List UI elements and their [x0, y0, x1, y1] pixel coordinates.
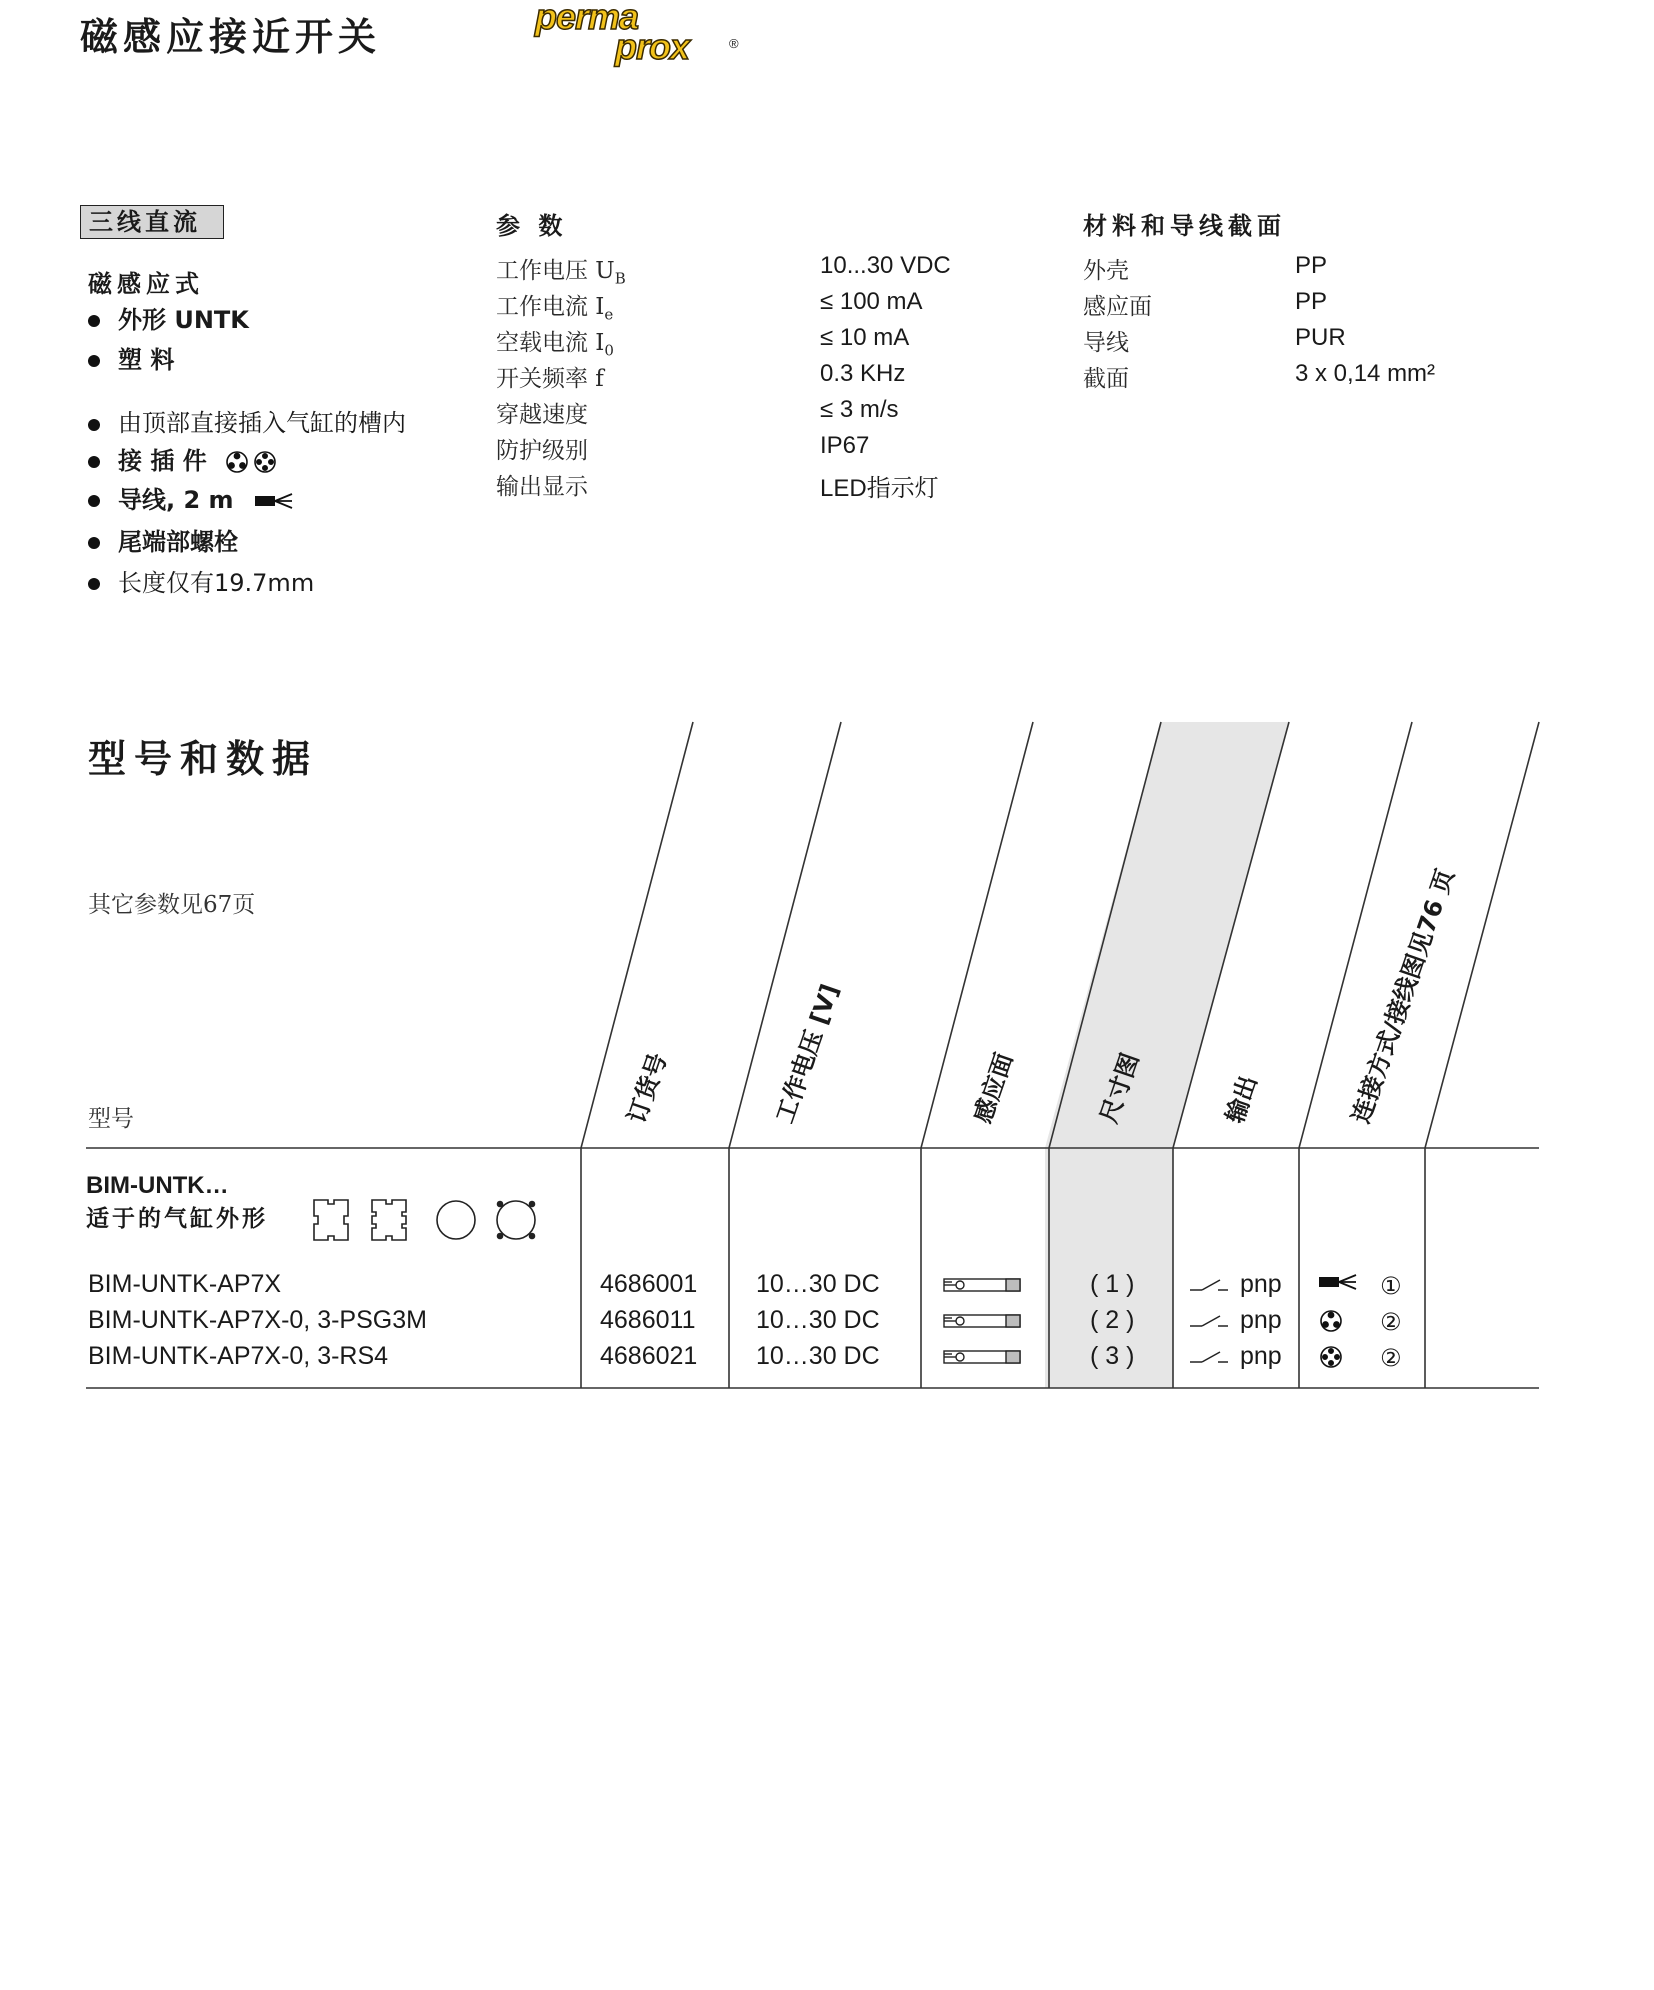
header-output: 输出	[1220, 1072, 1263, 1127]
dimension-ref: ( 2 )	[1090, 1306, 1135, 1334]
section-title: 型号和数据	[88, 737, 319, 781]
group-subtitle: 适于的气缸外形	[86, 1206, 268, 1232]
output-type: pnp	[1240, 1270, 1282, 1298]
m8-connector-icon	[1318, 1308, 1344, 1338]
material-value: 3 x 0,14 mm²	[1295, 360, 1436, 387]
sensor-face-icon	[940, 1310, 1024, 1334]
header-connection: 连接方式/接线图见76 页	[1346, 865, 1460, 1127]
mode-title: 磁感应式	[88, 270, 204, 298]
group-title: BIM-UNTK…	[86, 1172, 229, 1199]
order-number: 4686011	[600, 1306, 696, 1334]
dimension-ref: ( 1 )	[1090, 1270, 1135, 1298]
operating-voltage: 10…30 DC	[756, 1270, 880, 1298]
material-label: 外壳	[1083, 258, 1129, 284]
param-value: ≤ 10 mA	[820, 324, 910, 351]
param-value: 0.3 KHz	[820, 360, 906, 387]
param-label: 工作电流 $I_e$	[496, 294, 614, 324]
material-value: PP	[1295, 288, 1328, 315]
materials-title: 材料和导线截面	[1083, 212, 1286, 240]
param-label: 空载电流 $I_0$	[496, 330, 614, 360]
order-number: 4686001	[600, 1270, 698, 1298]
param-value: ≤ 3 m/s	[820, 396, 899, 423]
params-title: 参 数	[496, 212, 568, 240]
wiring-diagram-ref: ②	[1380, 1344, 1402, 1372]
logo-top: perma	[535, 0, 639, 37]
header-sensing-face: 感应面	[968, 1049, 1019, 1127]
param-value: IP67	[820, 432, 870, 459]
header-order-no: 订货号	[622, 1049, 673, 1127]
param-label: 防护级别	[496, 438, 588, 464]
no-switch-icon	[1188, 1348, 1230, 1372]
header-dimension: 尺寸图	[1094, 1049, 1145, 1127]
profile-t-slot-icon	[314, 1200, 348, 1240]
param-label: 穿越速度	[496, 402, 588, 428]
operating-voltage: 10…30 DC	[756, 1342, 880, 1370]
profile-round-icon	[437, 1201, 475, 1239]
feature-item: 外形 UNTK	[88, 300, 249, 335]
model-name: BIM-UNTK-AP7X-0, 3-RS4	[88, 1342, 389, 1370]
output-type: pnp	[1240, 1306, 1282, 1334]
material-label: 截面	[1083, 366, 1129, 392]
profile-round-tierod-icon	[497, 1201, 535, 1239]
operating-voltage: 10…30 DC	[756, 1306, 880, 1334]
material-value: PUR	[1295, 324, 1346, 351]
registered-mark: ®	[729, 36, 739, 51]
page-title: 磁感应接近开关	[80, 15, 382, 59]
feature-item: 由顶部直接插入气缸的槽内	[88, 403, 406, 438]
logo-bottom: prox	[615, 26, 690, 67]
param-value: 10...30 VDC	[820, 252, 951, 279]
wiring-diagram-ref: ②	[1380, 1308, 1402, 1336]
cylinder-profiles	[308, 1196, 548, 1246]
material-label: 导线	[1083, 330, 1129, 356]
model-name: BIM-UNTK-AP7X-0, 3-PSG3M	[88, 1306, 427, 1334]
param-label: 工作电压 $U_B$	[496, 258, 626, 288]
type-label: 型号	[88, 1106, 134, 1132]
param-label: 输出显示	[496, 474, 588, 500]
profile-double-slot-icon	[372, 1200, 406, 1240]
output-type: pnp	[1240, 1342, 1282, 1370]
category-tag: 三线直流	[80, 205, 224, 239]
feature-item: 导线, 2 m	[88, 480, 296, 515]
sensor-face-icon	[940, 1346, 1024, 1370]
sensor-face-icon	[940, 1274, 1024, 1298]
param-label: 开关频率 f	[496, 366, 604, 392]
feature-item: 长度仅有19.7mm	[88, 563, 314, 598]
model-name: BIM-UNTK-AP7X	[88, 1270, 282, 1298]
feature-item: 尾端部螺栓	[88, 522, 238, 557]
param-value: ≤ 100 mA	[820, 288, 923, 315]
feature-item: 塑 料	[88, 340, 174, 375]
material-value: PP	[1295, 252, 1328, 279]
header-voltage: 工作电压 [V]	[770, 980, 845, 1127]
note-text: 其它参数见67页	[88, 892, 256, 918]
param-value: LED指示灯	[820, 475, 939, 502]
feature-item: 接 插 件	[88, 441, 279, 476]
material-label: 感应面	[1083, 294, 1152, 320]
cable-icon	[1318, 1272, 1360, 1296]
wiring-diagram-ref: ①	[1380, 1272, 1402, 1300]
order-number: 4686021	[600, 1342, 698, 1370]
m12-connector-icon	[1318, 1344, 1344, 1374]
dimension-ref: ( 3 )	[1090, 1342, 1135, 1370]
no-switch-icon	[1188, 1276, 1230, 1300]
no-switch-icon	[1188, 1312, 1230, 1336]
